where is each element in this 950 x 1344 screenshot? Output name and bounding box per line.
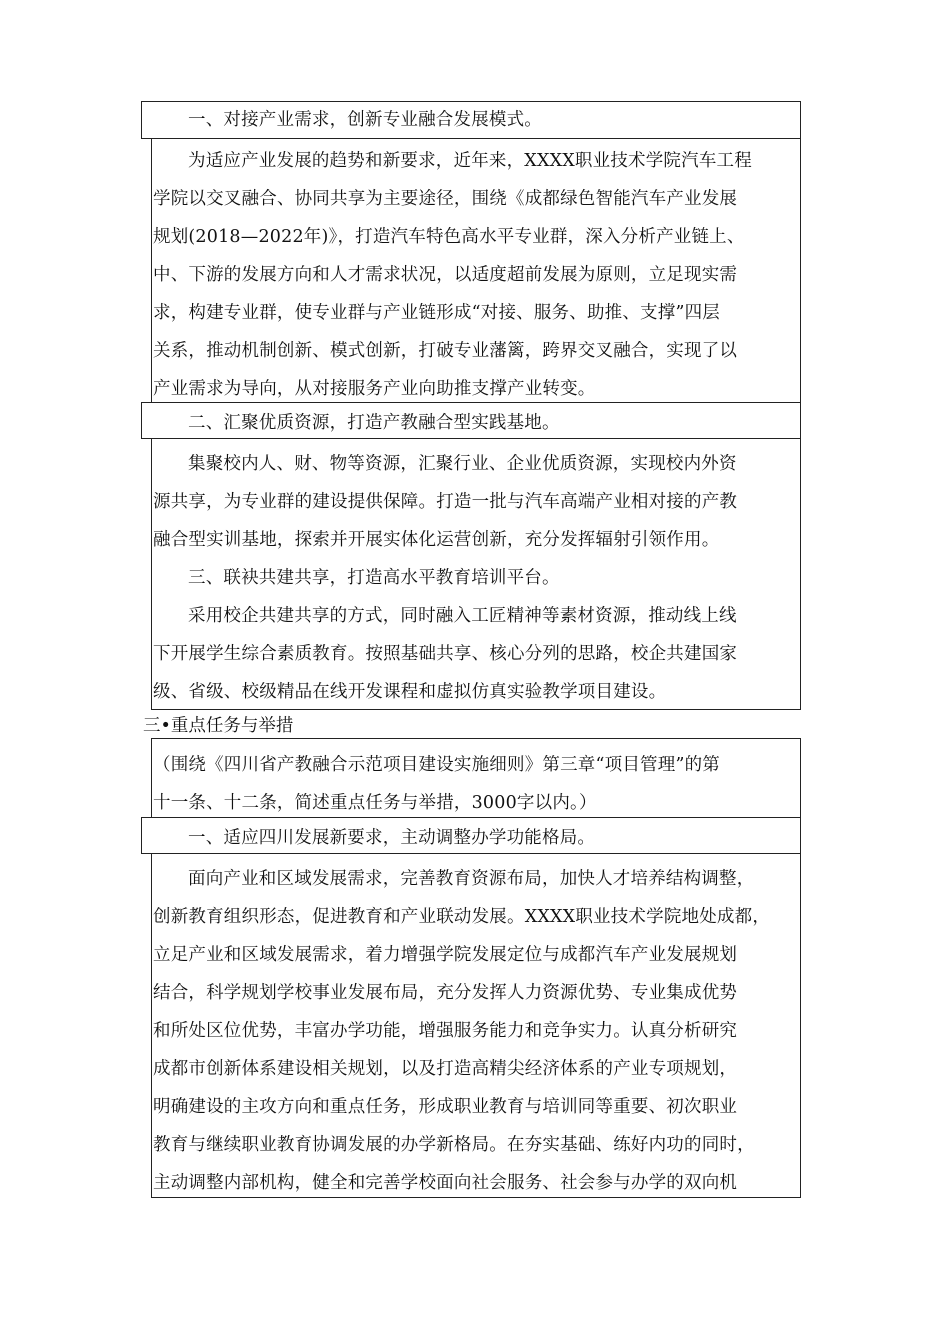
paragraph-line: 为适应产业发展的趋势和新要求，近年来，XXXX职业技术学院汽车工程 [188, 151, 752, 171]
paragraph-line: 立足产业和区域发展需求，着力增强学院发展定位与成都汽车产业发展规划 [153, 945, 738, 965]
instruction-line: （围绕《四川省产教融合示范项目建设实施细则》第三章“项目管理”的第 [153, 755, 720, 775]
paragraph-line: 面向产业和区域发展需求，完善教育资源布局，加快人才培养结构调整， [188, 869, 755, 889]
heading-gather-resources: 二、汇聚优质资源，打造产教融合型实践基地。 [188, 413, 560, 433]
paragraph-line: 集聚校内人、财、物等资源，汇聚行业、企业优质资源，实现校内外资 [188, 454, 737, 474]
paragraph-line: 产业需求为导向，从对接服务产业向助推支撑产业转变。 [153, 379, 596, 399]
section-title: 三•重点任务与举措 [143, 716, 294, 736]
paragraph-line: 采用校企共建共享的方式，同时融入工匠精神等素材资源，推动线上线 [188, 606, 737, 626]
paragraph-line: 结合，科学规划学校事业发展布局，充分发挥人力资源优势、专业集成优势 [153, 983, 738, 1003]
paragraph-line: 和所处区位优势，丰富办学功能，增强服务能力和竞争实力。认真分析研究 [153, 1021, 738, 1041]
paragraph-line: 求，构建专业群，使专业群与产业链形成“对接、服务、助推、支撑”四层 [153, 303, 720, 323]
heading-integrate-industry-needs: 一、对接产业需求，创新专业融合发展模式。 [188, 110, 542, 130]
heading-adapt-sichuan: 一、适应四川发展新要求，主动调整办学功能格局。 [188, 828, 596, 848]
instruction-line: 十一条、十二条，简述重点任务与举措，3000字以内。） [153, 793, 597, 813]
paragraph-line: 下开展学生综合素质教育。按照基础共享、核心分列的思路，校企共建国家 [153, 644, 738, 664]
paragraph-line: 中、下游的发展方向和人才需求状况，以适度超前发展为原则，立足现实需 [153, 265, 738, 285]
paragraph-line: 明确建设的主攻方向和重点任务，形成职业教育与培训同等重要、初次职业 [153, 1097, 738, 1117]
paragraph-line: 创新教育组织形态，促进教育和产业联动发展。XXXX职业技术学院地处成都， [153, 907, 771, 927]
paragraph-line: 级、省级、校级精品在线开发课程和虚拟仿真实验教学项目建设。 [153, 682, 667, 702]
paragraph-line: 融合型实训基地，探索并开展实体化运营创新，充分发挥辐射引领作用。 [153, 530, 720, 550]
paragraph-line: 学院以交叉融合、协同共享为主要途径，围绕《成都绿色智能汽车产业发展 [153, 189, 738, 209]
paragraph-line: 规划(2018—2022年)》，打造汽车特色高水平专业群，深入分析产业链上、 [153, 227, 745, 247]
paragraph-line: 关系，推动机制创新、模式创新，打破专业藩篱，跨界交叉融合，实现了以 [153, 341, 738, 361]
paragraph-line: 成都市创新体系建设相关规划，以及打造高精尖经济体系的产业专项规划， [153, 1059, 738, 1079]
paragraph-line: 主动调整内部机构，健全和完善学校面向社会服务、社会参与办学的双向机 [153, 1173, 738, 1193]
paragraph-line: 源共享，为专业群的建设提供保障。打造一批与汽车高端产业相对接的产教 [153, 492, 738, 512]
heading-joint-building: 三、联袂共建共享，打造高水平教育培训平台。 [188, 568, 560, 588]
paragraph-line: 教育与继续职业教育协调发展的办学新格局。在夯实基础、练好内功的同时， [153, 1135, 755, 1155]
